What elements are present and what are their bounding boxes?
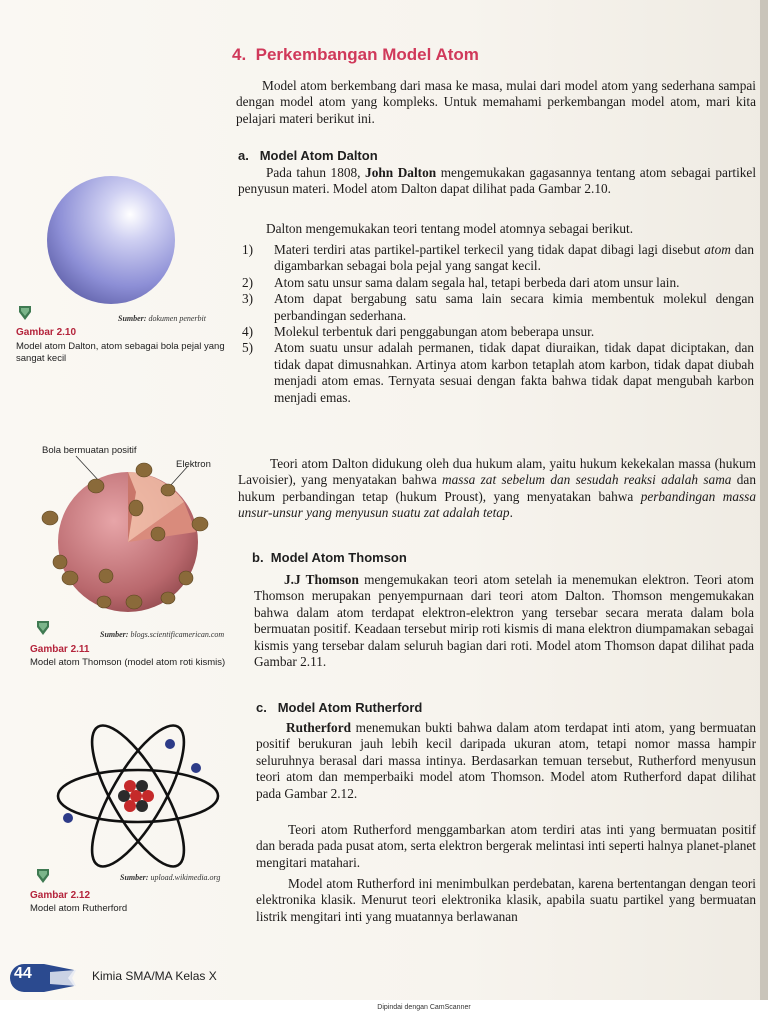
list-item: 4) Molekul terbentuk dari penggabungan atom beberapa unsur. (242, 324, 595, 340)
figure-caption: Model atom Thomson (model atom roti kismis) (30, 657, 226, 668)
list-item: 5) Atom suatu unsur adalah permanen, tidak dapat diuraikan, tidak dapat diciptakan, dan tidak dapat dimusnahkan. Artinya atom karbon tetaplah atom karbon, tidak dapat diubah menjadi atom emas. Ternyata sesuai dengan fakta bahwa tidak dapat mengubah karbon menjadi emas. (242, 340, 754, 405)
subsection-heading-thomson: b. Model Atom Thomson (252, 550, 407, 565)
rutherford-atom-illustration (52, 716, 228, 872)
figure-marker-icon (36, 620, 50, 636)
rutherford-paragraph-3: Model atom Rutherford ini menimbulkan perdebatan, karena bertentangan dengan teori elektronika klasik. Menurut teori elektronika klasik, apabila suatu partikel yang bermuatan listrik mengitari inti yang muatannya berlawanan (256, 876, 756, 924)
figure-caption: Model atom Dalton, atom sebagai bola pejal yang sangat kecil (16, 341, 225, 364)
figure-marker-icon (36, 868, 50, 884)
page-number: 44 (14, 965, 32, 982)
dalton-paragraph-1: Pada tahun 1808, John Dalton mengemukakan gagasannya tentang atom sebagai partikel penyusun materi. Model atom Dalton dapat dilihat pada Gambar 2.10. (238, 165, 757, 197)
thomson-paragraph: J.J Thomson mengemukakan teori atom setelah ia menemukan elektron. Teori atom Thomson merupakan penyempurnaan dari teori atom Dalton. Thomson mengemukakan bahwa dalam atom terdapat elektron-elektron yang tersebar secara merata dalam bola bermuatan positif. Keadaan tersebut mirip roti kismis di mana elektron diumpamakan sebagai kismis yang tersebar dalam seluruh bagian dari roti. Model atom Thomson dapat dilihat pada Gambar 2.11. (254, 572, 754, 670)
dalton-paragraph-3: Teori atom Dalton didukung oleh dua hukum alam, yaitu hukum kekekalan massa (hukum Lavoisier), yang menyatakan bahwa massa zat sebelum dan sesudah reaksi adalah sama dan hukum perbandingan tetap (hukum Proust), yang menyatakan bahwa perbandingan massa unsur-unsur yang menyusun suatu zat adalah tetap. (238, 456, 756, 521)
list-item: 1) Materi terdiri atas partikel-partikel terkecil yang tidak dapat dibagi lagi disebut atom dan digambarkan sebagai bola pejal yang sangat kecil. (242, 242, 754, 274)
section-heading (232, 45, 479, 65)
figure-source: Sumber: dokumen penerbit (118, 314, 206, 323)
figure-source: Sumber: blogs.scientificamerican.com (100, 630, 225, 639)
list-item: 3) Atom dapat bergabung satu sama lain secara kimia membentuk molekul dengan perbandingan sederhana. (242, 291, 754, 323)
subsection-heading-rutherford: c. Model Atom Rutherford (256, 700, 423, 715)
figure-number: Gambar 2.10 (16, 327, 77, 338)
rutherford-paragraph-2: Teori atom Rutherford menggambarkan atom terdiri atas inti yang bermuatan positif dan berada pada pusat atom, serta elektron bergerak melintasi inti seperti halnya planet-planet mengitari matahari. (256, 822, 756, 870)
page-edge (760, 0, 768, 1000)
label-electron: Elektron (176, 459, 211, 470)
label-positive-sphere: Bola bermuatan positif (42, 445, 137, 456)
subsection-heading-dalton: a. Model Atom Dalton (238, 148, 378, 163)
list-item: 2) Atom satu unsur sama dalam segala hal, tetapi berbeda dari atom unsur lain. (242, 274, 680, 290)
section-number: 4. (232, 45, 247, 64)
figure-caption: Model atom Rutherford (30, 903, 128, 914)
section-title: Perkembangan Model Atom (255, 45, 479, 64)
dalton-postulate-list (242, 242, 754, 406)
dalton-paragraph-2: Dalton mengemukakan teori tentang model atomnya sebagai berikut. (266, 221, 634, 236)
thomson-atom-illustration (36, 452, 220, 618)
nucleus (118, 780, 154, 812)
figure-source: Sumber: upload.wikimedia.org (120, 873, 221, 882)
figure-number: Gambar 2.11 (30, 644, 90, 655)
intro-paragraph: Model atom berkembang dari masa ke masa, mulai dari model atom yang sederhana sampai dengan model atom yang kompleks. Untuk memahami perkembangan model atom, mari kita pelajari materi berikut ini. (236, 78, 756, 126)
dalton-atom-illustration (40, 176, 182, 308)
scanner-watermark: Dipindai dengan CamScanner (377, 1004, 471, 1011)
figure-marker-icon (18, 305, 32, 321)
rutherford-paragraph-1: Rutherford menemukan bukti bahwa dalam atom terdapat inti atom, yang bermuatan positif berukuran jauh lebih kecil daripada ukuran atom, tetapi nomor massa hampir seluruhnya berasal dari massa intinya. Berdasarkan temuan tersebut, Rutherford menyusun teori atom dan memperbaiki model atom Thomson. Model atom Rutherford dapat dilihat pada Gambar 2.12. (256, 720, 756, 801)
book-title: Kimia SMA/MA Kelas X (92, 969, 217, 983)
figure-number: Gambar 2.12 (30, 890, 91, 901)
